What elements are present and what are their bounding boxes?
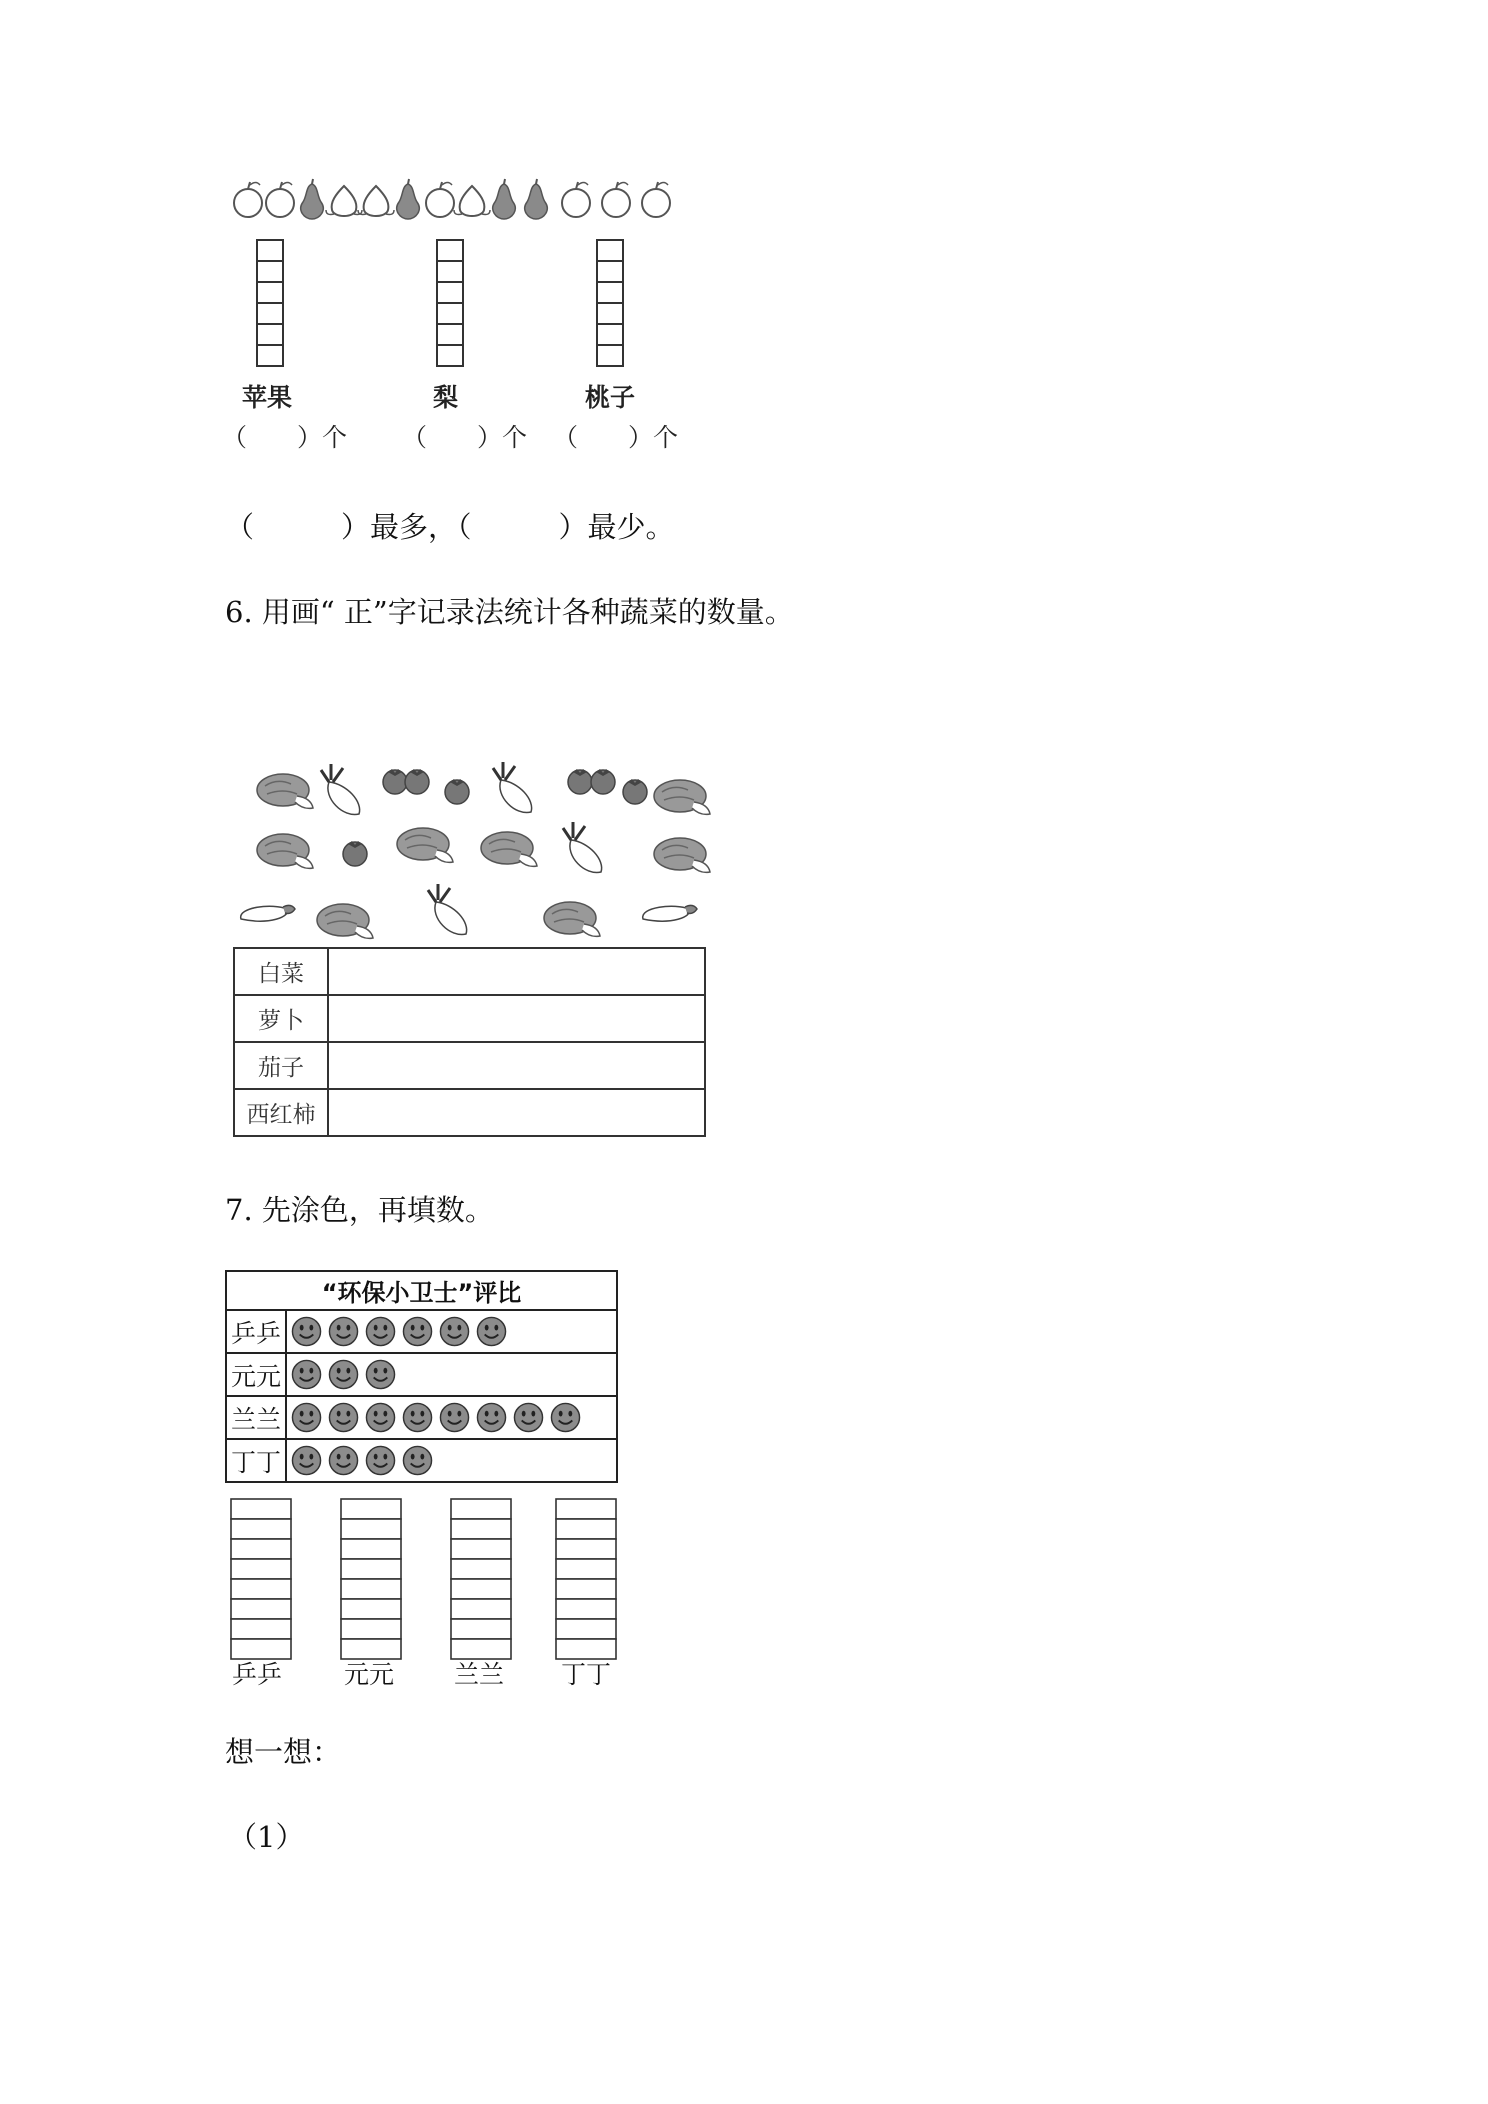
grid-cell[interactable] [556, 1519, 616, 1539]
pictograph-row [226, 1396, 617, 1439]
count-blank-peach[interactable]: （ ）个 [553, 423, 679, 452]
grid-cell[interactable] [231, 1559, 291, 1579]
fruit-bar-grid-apple [255, 238, 285, 368]
tally-cell[interactable] [328, 995, 705, 1042]
veg-name: 西红柿 [234, 1089, 328, 1136]
grid-cell[interactable] [556, 1559, 616, 1579]
apple-icon [266, 182, 294, 217]
question-6-title: 6. 用画“ 正”字记录法统计各种蔬菜的数量。 [225, 595, 794, 629]
veg-name: 茄子 [234, 1042, 328, 1089]
bar-grid-lanlan[interactable] [449, 1497, 513, 1669]
grid-cell[interactable] [341, 1519, 401, 1539]
grid-cell[interactable] [257, 303, 283, 324]
grid-cell[interactable] [451, 1559, 511, 1579]
grid-cell[interactable] [341, 1539, 401, 1559]
grid-cell[interactable] [597, 303, 623, 324]
pictograph-row [226, 1310, 617, 1353]
grid-cell[interactable] [257, 240, 283, 261]
smiley-face-icon [365, 1445, 396, 1476]
smiley-face-icon [476, 1402, 507, 1433]
smiley-face-icon [291, 1402, 322, 1433]
grid-cell[interactable] [556, 1619, 616, 1639]
grid-cell[interactable] [231, 1599, 291, 1619]
smiley-face-icon [402, 1316, 433, 1347]
face-cell [286, 1396, 617, 1439]
smiley-face-icon [328, 1445, 359, 1476]
grid-cell[interactable] [437, 240, 463, 261]
grid-cell[interactable] [597, 324, 623, 345]
grid-cell[interactable] [257, 261, 283, 282]
smiley-face-icon [439, 1316, 470, 1347]
pear-icon [525, 179, 548, 219]
grid-cell[interactable] [556, 1599, 616, 1619]
grid-cell[interactable] [597, 282, 623, 303]
fruit-row [230, 178, 790, 228]
vegetable-tally-table [233, 947, 706, 1137]
pear-icon [493, 179, 516, 219]
grid-cell[interactable] [556, 1499, 616, 1519]
tally-row [234, 948, 705, 995]
bar-grid-yuanyuan[interactable] [339, 1497, 403, 1669]
smiley-face-icon [513, 1402, 544, 1433]
pear-icon [397, 179, 420, 219]
grid-cell[interactable] [451, 1499, 511, 1519]
tally-row [234, 1042, 705, 1089]
question-7-title: 7. 先涂色，再填数。 [225, 1193, 494, 1227]
vegetable-picture [225, 758, 725, 948]
bar-grid-dingding[interactable] [554, 1497, 618, 1669]
pictograph-title: “环保小卫士”评比 [226, 1271, 617, 1310]
grid-cell[interactable] [437, 261, 463, 282]
row-name: 丁丁 [226, 1439, 286, 1482]
grid-cell[interactable] [437, 282, 463, 303]
smiley-face-icon [476, 1316, 507, 1347]
compare-line[interactable]: （ ）最多，（ ）最少。 [225, 510, 675, 544]
pictograph-row [226, 1353, 617, 1396]
grid-cell[interactable] [451, 1579, 511, 1599]
fruit-bar-grid-peach [595, 238, 625, 368]
tally-row [234, 1089, 705, 1136]
veg-name: 萝卜 [234, 995, 328, 1042]
pear-icon [301, 179, 324, 219]
peach-icon [326, 186, 362, 216]
bar-label-dingding: 丁丁 [561, 1660, 612, 1689]
bar-grid-pingping[interactable] [229, 1497, 293, 1669]
row-name: 兰兰 [226, 1396, 286, 1439]
grid-cell[interactable] [437, 303, 463, 324]
apple-icon [602, 182, 630, 217]
row-name: 元元 [226, 1353, 286, 1396]
smiley-face-icon [328, 1316, 359, 1347]
tally-cell[interactable] [328, 1042, 705, 1089]
grid-cell[interactable] [556, 1579, 616, 1599]
label-peach: 桃子 [585, 383, 636, 412]
smiley-face-icon [365, 1316, 396, 1347]
tally-row [234, 995, 705, 1042]
pictograph-table [225, 1270, 618, 1483]
grid-cell[interactable] [257, 345, 283, 366]
grid-cell[interactable] [341, 1579, 401, 1599]
grid-cell[interactable] [451, 1599, 511, 1619]
grid-cell[interactable] [231, 1519, 291, 1539]
fruit-bar-grid-pear [435, 238, 465, 368]
grid-cell[interactable] [231, 1499, 291, 1519]
smiley-face-icon [402, 1445, 433, 1476]
bar-label-lanlan: 兰兰 [454, 1660, 505, 1689]
grid-cell[interactable] [437, 324, 463, 345]
grid-cell[interactable] [257, 324, 283, 345]
grid-cell[interactable] [597, 240, 623, 261]
grid-cell[interactable] [556, 1539, 616, 1559]
grid-cell[interactable] [341, 1559, 401, 1579]
grid-cell[interactable] [231, 1579, 291, 1599]
label-apple: 苹果 [242, 383, 293, 412]
grid-cell[interactable] [341, 1619, 401, 1639]
smiley-face-icon [328, 1402, 359, 1433]
apple-icon [562, 182, 590, 217]
smiley-face-icon [439, 1402, 470, 1433]
grid-cell[interactable] [451, 1519, 511, 1539]
face-cell [286, 1439, 617, 1482]
face-cell [286, 1353, 617, 1396]
grid-cell[interactable] [257, 282, 283, 303]
smiley-face-icon [291, 1359, 322, 1390]
count-blank-apple[interactable]: （ ）个 [222, 423, 348, 452]
pictograph-row [226, 1439, 617, 1482]
apple-icon [426, 182, 454, 217]
smiley-face-icon [550, 1402, 581, 1433]
grid-cell[interactable] [231, 1619, 291, 1639]
label-pear: 梨 [433, 383, 459, 412]
apple-icon [234, 182, 262, 217]
smiley-face-icon [328, 1359, 359, 1390]
grid-cell[interactable] [341, 1499, 401, 1519]
think-heading: 想一想： [225, 1735, 342, 1769]
grid-cell[interactable] [597, 345, 623, 366]
veg-name: 白菜 [234, 948, 328, 995]
peach-icon [454, 186, 490, 216]
smiley-face-icon [402, 1402, 433, 1433]
grid-cell[interactable] [231, 1539, 291, 1559]
bar-label-pingping: 乒乒 [232, 1660, 283, 1689]
tally-cell[interactable] [328, 1089, 705, 1136]
bar-label-yuanyuan: 元元 [344, 1660, 395, 1689]
smiley-face-icon [291, 1316, 322, 1347]
face-cell [286, 1310, 617, 1353]
grid-cell[interactable] [437, 345, 463, 366]
grid-cell[interactable] [341, 1599, 401, 1619]
smiley-face-icon [365, 1402, 396, 1433]
grid-cell[interactable] [451, 1539, 511, 1559]
smiley-face-icon [291, 1445, 322, 1476]
grid-cell[interactable] [451, 1619, 511, 1639]
row-name: 乒乒 [226, 1310, 286, 1353]
smiley-face-icon [365, 1359, 396, 1390]
count-blank-pear[interactable]: （ ）个 [402, 423, 528, 452]
apple-icon [642, 182, 670, 217]
sub-question-1: （1） [228, 1820, 305, 1854]
grid-cell[interactable] [597, 261, 623, 282]
tally-cell[interactable] [328, 948, 705, 995]
peach-icon [358, 186, 394, 216]
